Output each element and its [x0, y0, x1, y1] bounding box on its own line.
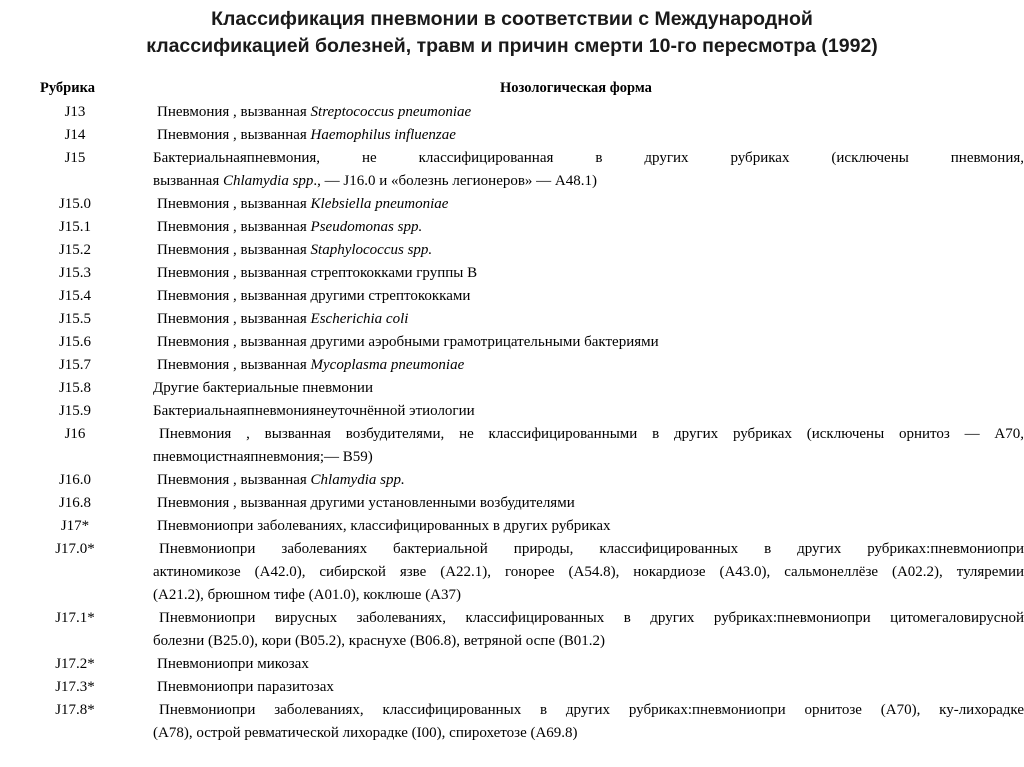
table-row — [0, 423, 1024, 469]
row-description — [153, 285, 1024, 308]
row-description — [153, 400, 1024, 423]
text-segment: Пневмониопри микозах — [157, 656, 309, 672]
table-row — [0, 147, 1024, 193]
column-header-form: Нозологическая форма — [500, 80, 652, 96]
text-segment: Пневмониопри вирусных заболеваниях, классифицированных в других рубриках:пневмониопри цитомегаловирусной — [159, 610, 1024, 626]
table-row — [0, 124, 1024, 147]
description-line — [153, 699, 1024, 722]
row-description — [153, 308, 1024, 331]
row-code: J17* — [60, 518, 90, 534]
row-code: J15.3 — [58, 265, 92, 281]
row-description — [153, 538, 1024, 607]
text-segment: (A21.2), брюшном тифе (A01.0), коклюше (A37) — [153, 587, 462, 603]
latin-term: Escherichia coli — [310, 311, 409, 327]
table-row — [0, 538, 1024, 607]
row-code: J16 — [64, 426, 86, 442]
text-segment: Пневмония , вызванная возбудителями, не классифицированными в других рубриках (исключены орнитоз — A70, — [159, 426, 1024, 442]
table-row — [0, 216, 1024, 239]
row-description — [153, 354, 1024, 377]
description-line — [153, 722, 1024, 745]
description-line — [153, 193, 1024, 216]
table-row — [0, 607, 1024, 653]
description-line — [153, 515, 1024, 538]
description-line — [153, 561, 1024, 584]
text-segment: актиномикозе (A42.0), сибирской язве (A22.1), гонорее (A54.8), нокардиозе (A43.0), сальмонеллёзе (A02.2), туляремии — [153, 564, 1024, 580]
text-segment: Пневмониопри заболеваниях, классифицированных в других рубриках:пневмониопри орнитозе (A70), ку-лихорадке — [159, 702, 1024, 718]
description-line — [153, 676, 1024, 699]
row-description — [153, 515, 1024, 538]
text-segment: Пневмония , вызванная — [157, 242, 311, 258]
table-row — [0, 354, 1024, 377]
table-row — [0, 101, 1024, 124]
row-description — [153, 699, 1024, 745]
row-code: J15.0 — [58, 196, 92, 212]
table-row — [0, 331, 1024, 354]
row-description — [153, 492, 1024, 515]
description-line — [153, 331, 1024, 354]
title-line-1: Классификация пневмонии в соответствии с Международной — [211, 8, 813, 30]
text-segment: Пневмония , вызванная — [157, 357, 311, 373]
latin-term: Chlamydia spp. — [310, 472, 405, 488]
text-segment: ., — J16.0 и «болезнь легионеров» — A48.1) — [313, 173, 598, 189]
row-description — [153, 239, 1024, 262]
description-line — [153, 469, 1024, 492]
row-description — [153, 331, 1024, 354]
latin-term: Chlamydia spp — [223, 173, 314, 189]
row-code: J17.2* — [55, 656, 95, 672]
description-line — [153, 607, 1024, 630]
table-row — [0, 285, 1024, 308]
description-line — [153, 423, 1024, 446]
latin-term: Streptococcus pneumoniae — [310, 104, 472, 120]
description-line — [153, 630, 1024, 653]
description-line — [153, 147, 1024, 170]
table-row — [0, 515, 1024, 538]
row-code: J17.0* — [55, 541, 95, 557]
row-description — [153, 423, 1024, 469]
table-row — [0, 699, 1024, 745]
row-description — [153, 101, 1024, 124]
row-code: J15.2 — [58, 242, 92, 258]
description-line — [153, 262, 1024, 285]
row-code: J15 — [64, 150, 86, 166]
latin-term: Klebsiella pneumoniae — [310, 196, 449, 212]
row-description — [153, 216, 1024, 239]
latin-term: Mycoplasma pneumoniae — [310, 357, 465, 373]
description-line — [153, 354, 1024, 377]
row-code: J15.6 — [58, 334, 92, 350]
row-description — [153, 124, 1024, 147]
description-line — [153, 653, 1024, 676]
description-line — [153, 239, 1024, 262]
row-code: J16.0 — [58, 472, 92, 488]
description-line — [153, 124, 1024, 147]
text-segment: Пневмония , вызванная другими стрептококками — [157, 288, 471, 304]
row-description — [153, 469, 1024, 492]
latin-term: Haemophilus influenzae — [310, 127, 456, 143]
table-row — [0, 676, 1024, 699]
text-segment: Пневмония , вызванная другими установленными возбудителями — [157, 495, 575, 511]
table-row — [0, 193, 1024, 216]
text-segment: Пневмониопри заболеваниях бактериальной природы, классифицированных в других рубриках:пневмониопри — [159, 541, 1024, 557]
text-segment: Пневмония , вызванная — [157, 219, 311, 235]
description-line — [153, 538, 1024, 561]
text-segment: Пневмония , вызванная — [157, 472, 311, 488]
table-row — [0, 308, 1024, 331]
row-code: J15.8 — [58, 380, 92, 396]
table-row — [0, 653, 1024, 676]
text-segment: Пневмония , вызванная — [157, 127, 311, 143]
description-line — [153, 216, 1024, 239]
text-segment: Пневмониопри паразитозах — [157, 679, 334, 695]
row-code: J15.7 — [58, 357, 92, 373]
table-row — [0, 492, 1024, 515]
row-code: J16.8 — [58, 495, 92, 511]
text-segment: болезни (B25.0), кори (B05.2), краснухе (B06.8), ветряной оспе (B01.2) — [153, 633, 605, 649]
description-line — [153, 308, 1024, 331]
page-title — [0, 6, 1024, 60]
column-header-code: Рубрика — [40, 80, 95, 96]
table-row — [0, 377, 1024, 400]
row-description — [153, 653, 1024, 676]
description-line — [153, 170, 1024, 193]
table-row — [0, 469, 1024, 492]
row-code: J15.5 — [58, 311, 92, 327]
row-code: J17.8* — [55, 702, 95, 718]
text-segment: Пневмония , вызванная — [157, 196, 311, 212]
text-segment: Пневмония , вызванная другими аэробными грамотрицательными бактериями — [157, 334, 659, 350]
row-description — [153, 193, 1024, 216]
row-code: J15.9 — [58, 403, 92, 419]
text-segment: Пневмония , вызванная стрептококками группы B — [157, 265, 478, 281]
row-description — [153, 377, 1024, 400]
description-line — [153, 377, 1024, 400]
text-segment: Пневмония , вызванная — [157, 104, 311, 120]
text-segment: пневмоцистнаяпневмония;— B59) — [153, 449, 373, 465]
row-description — [153, 676, 1024, 699]
latin-term: Pseudomonas spp. — [310, 219, 423, 235]
row-description — [153, 262, 1024, 285]
text-segment: Бактериальнаяпневмония, не классифицированная в других рубриках (исключены пневмония, — [153, 150, 1024, 166]
table-row — [0, 400, 1024, 423]
row-code: J13 — [64, 104, 86, 120]
description-line — [153, 285, 1024, 308]
description-line — [153, 400, 1024, 423]
row-code: J15.1 — [58, 219, 92, 235]
text-segment: вызванная — [153, 173, 223, 189]
table-row — [0, 262, 1024, 285]
description-line — [153, 446, 1024, 469]
row-description — [153, 607, 1024, 653]
text-segment: Бактериальнаяпневмониянеуточнённой этиологии — [153, 403, 475, 419]
row-code: J15.4 — [58, 288, 92, 304]
table-row — [0, 239, 1024, 262]
text-segment: Пневмониопри заболеваниях, классифицированных в других рубриках — [157, 518, 611, 534]
row-description — [153, 147, 1024, 193]
text-segment: (A78), острой ревматической лихорадке (I00), спирохетозе (A69.8) — [153, 725, 578, 741]
description-line — [153, 492, 1024, 515]
latin-term: Staphylococcus spp. — [310, 242, 433, 258]
row-code: J17.1* — [55, 610, 95, 626]
title-line-2: классификацией болезней, травм и причин смерти 10-го пересмотра (1992) — [146, 35, 878, 57]
row-code: J14 — [64, 127, 86, 143]
text-segment: Другие бактериальные пневмонии — [153, 380, 373, 396]
description-line — [153, 584, 1024, 607]
description-line — [153, 101, 1024, 124]
row-code: J17.3* — [55, 679, 95, 695]
text-segment: Пневмония , вызванная — [157, 311, 311, 327]
